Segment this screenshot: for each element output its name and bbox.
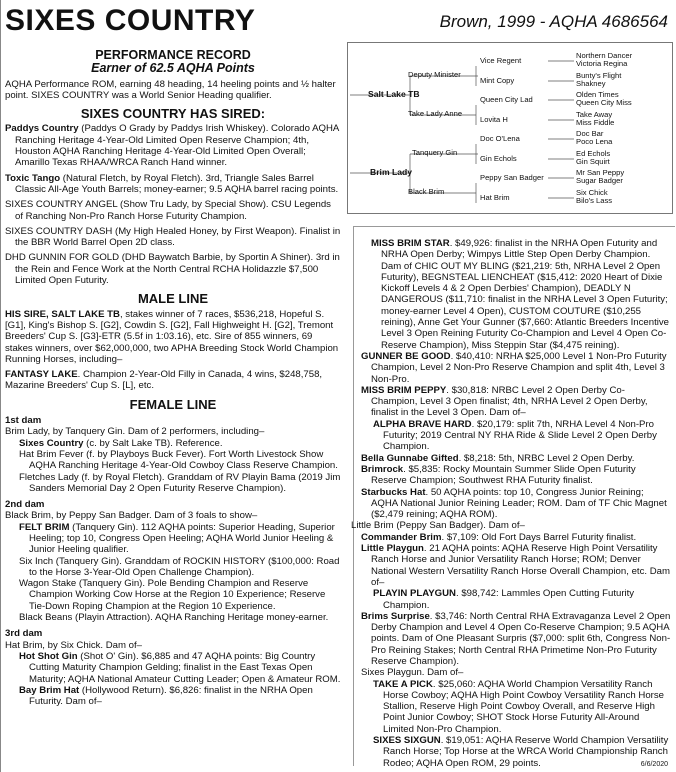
ped-g4: Miss Fiddle — [576, 118, 615, 127]
column-divider — [353, 226, 354, 766]
ped-g4: Victoria Regina — [576, 59, 628, 68]
produce-entry: SIXES SIXGUN. $19,051: AQHA Reserve World Champion Versatility Ranch Horse; Top Horse at the WRCA World Championship Ranch Rodeo; AQHA Open ROM, 29 points. — [373, 735, 669, 769]
second-dam-label: 2nd dam — [5, 499, 45, 511]
produce-entry: Commander Brim. $7,109: Old Fort Days Barrel Futurity finalist. — [361, 531, 637, 543]
ped-g4: Take Away — [576, 110, 613, 119]
produce-entry: MISS BRIM PEPPY. $30,818: NRBC Level 2 Open Derby Co-Champion, Level 3 Open finalist; 4th, NRHA Level 2 Open Derby, finalist in the Level 3 Open. Dam of– — [361, 384, 648, 419]
ped-g4: Ed Echols — [576, 149, 611, 158]
horse-subtitle: Brown, 1999 - AQHA 4686564 — [439, 12, 668, 31]
ped-deputy-minister: Deputy Minister — [408, 70, 461, 79]
produce-entry: Fletches Lady (f. by Royal Fletch). Granddam of RV Playin Bama (2019 Jim Sanders Memorial Day 2 Open Futurity Reserve Champion). — [19, 471, 341, 494]
pedigree-chart — [347, 42, 673, 214]
produce-entry: TAKE A PICK. $25,060: AQHA World Champion Versatility Ranch Horse Cowboy; AQHA High Point Cowboy Versatility Ranch Horse Stallion, Reserve High Point Cowboy Overall, and Reserve High Point Junior Cowboy; SHOT Stock Horse Futurity All-Around Limited Non-Pro Champion. — [373, 678, 665, 735]
sired-entry: Toxic Tango (Natural Fletch, by Royal Fletch). 3rd, Triangle Sales Barrel Classic All-Age Youth Barrels; money-earner; 9.5 AQHA barrel racing points. — [5, 172, 339, 195]
ped-dam: Brim Lady — [370, 167, 413, 177]
horse-name-title: SIXES COUNTRY — [5, 4, 256, 37]
produce-entry: Bay Brim Hat (Hollywood Return). $6,826: finalist in the NRHA Open Futurity. Dam of– — [19, 684, 313, 708]
print-date: 6/6/2020 — [640, 761, 668, 768]
female-line-heading: FEMALE LINE — [129, 396, 217, 412]
produce-entry: PLAYIN PLAYGUN. $98,742: Lammles Open Cutting Futurity Champion. — [373, 588, 635, 611]
ped-sire: Salt Lake TB — [368, 89, 420, 99]
produce-entry: FELT BRIM (Tanquery Gin). 112 AQHA points: Superior Heading, Superior Heeling; top 10, Congress Open Heeling; AQHA World Junior Heeling & Junior Heeling qualifier. — [19, 521, 335, 556]
ped-g3: Gin Echols — [480, 154, 517, 163]
ped-g3: Doc O'Lena — [480, 134, 520, 143]
produce-entry: Six Inch (Tanquery Gin). Granddam of ROCKIN HISTORY ($100,000: Road to the Horse 3-Year-Old Open Challenge Champion). — [19, 555, 340, 578]
produce-entry: GUNNER BE GOOD. $40,410: NRHA $25,000 Level 1 Non-Pro Futurity Champion, Level 2 Non-Pro Reserve Champion and split 4th, Level 3 Non-Pro. — [361, 350, 667, 385]
sired-entry: DHD GUNNIN FOR GOLD (DHD Baywatch Barbie, by Sportin A Shiner). 3rd in the Rein and Fence Work at the North Central RCHA Holidazzle $7,500 Limited Open Futurity. — [5, 252, 340, 287]
left-column — [5, 44, 341, 707]
male-line-heading: MALE LINE — [137, 291, 209, 307]
dam-line: Sixes Playgun. Dam of– — [361, 667, 464, 679]
ped-g3: Queen City Lad — [480, 95, 533, 104]
second-dam-text: Black Brim, by Peppy San Badger. Dam of 3 foals to show– — [5, 510, 258, 522]
ped-g4: Six Chick — [576, 188, 608, 197]
produce-entry: MISS BRIM STAR. $49,926: finalist in the NRHA Open Futurity and NRHA Open Derby; Wimpys Little Step Open Derby Champion. Dam of CHIC OUT MY BLING ($21,219: 5th, NRHA Level 2 Open Futurity), BEGNSTEAL LIENCHEAT ($15,412: 2020 Heart of Dixie Kickoff Levels 4 & 2 Open Derbies' Champion), DEADLY N DANGEROUS ($11,710: finalist in the NRHA Level 3 Open Futurity; money-earner Level 4 Open), CUSTOM COUTURE ($10,255 reining), Anne Get Your Gunner ($7,660: Atlantic Breeders Incentive Level 3 Open Reining Futurity Co-Champion and Level 4 Open Co-Reserve Champion), Miss Steppin Star ($4,475 reining). — [371, 238, 669, 351]
sired-entry: Paddys Country (Paddys O Grady by Paddys Irish Whiskey). Colorado AQHA Ranching Heritage 4-Year-Old Limited Open Reserve Champion; 4th, Houston AQHA Ranching Heritage 4-Year-Old Limited Open Overall; Amarillo Texas RHAA/WRCA Ranch Hand winner. — [5, 123, 339, 169]
sired-heading: SIXES COUNTRY HAS SIRED: — [80, 106, 266, 122]
sired-entry: SIXES COUNTRY DASH (My High Healed Honey, by First Weapon). Finalist in the BBR World Barrel Open 2D class. — [5, 225, 341, 249]
male-line-sire: HIS SIRE, SALT LAKE TB, stakes winner of 7 races, $536,218, Hopeful S. [G1], King's Bishop S. [G2], Cowdin S. [G2], Fall Highweight H. [G2], Tremont Breeders' Cup S. [G3]-ETR (5.5f in 1:03.16), etc. Sire of 855 winners, 69 stakes winners, over $62,000,000, two APHA Breeding Stock World Champion Running Horses, including– — [5, 308, 339, 365]
ped-g4: Olden Times — [576, 90, 619, 99]
third-dam-text: Hat Brim, by Six Chick. Dam of– — [5, 639, 143, 651]
column-divider-top — [353, 226, 675, 227]
ped-g3: Mint Copy — [480, 76, 515, 85]
ped-g4: Queen City Miss — [576, 98, 632, 107]
ped-g4: Mr San Peppy — [576, 168, 625, 177]
ped-black-brim: Black Brim — [408, 187, 445, 196]
ped-take-lady-anne: Take Lady Anne — [408, 109, 463, 118]
ped-g4: Shakney — [576, 79, 606, 88]
ped-g4: Bilo's Lass — [576, 196, 613, 205]
performance-text: AQHA Performance ROM, earning 48 heading, 14 heeling points and ½ halter point. SIXES COUNTRY was a World Senior Heading qualifier. — [5, 78, 336, 101]
produce-entry: Starbucks Hat. 50 AQHA points: top 10, Congress Junior Reining; AQHA National Junior Reining Leader; ROM. Dam of TF Chic Magnet ($2,479 reining; AQHA ROM). — [361, 486, 667, 521]
produce-entry: Hat Brim Fever (f. by Playboys Buck Fever). Fort Worth Livestock Show AQHA Ranching Heritage 4-Year-Old Cowboy Class Reserve Champion. — [19, 448, 338, 472]
ped-g4: Gin Squirt — [576, 157, 610, 166]
ped-g3: Peppy San Badger — [480, 173, 544, 182]
dam-line: Little Brim (Peppy San Badger). Dam of– — [351, 520, 525, 532]
right-column — [351, 238, 671, 769]
sired-entry: SIXES COUNTRY ANGEL (Show Tru Lady, by Special Show). CSU Legends of Ranching Non-Pro Ranch Horse Futurity Champion. — [5, 199, 331, 222]
produce-entry: Brimrock. $5,835: Rocky Mountain Summer Slide Open Futurity Reserve Champion; Southwest RHA Futurity finalist. — [361, 463, 636, 487]
produce-entry: Black Beans (Playin Attraction). AQHA Ranching Heritage money-earner. — [19, 612, 329, 624]
produce-entry: Sixes Country (c. by Salt Lake TB). Reference. — [19, 437, 223, 449]
produce-entry: Brims Surprise. $3,746: North Central RHA Extravaganza Level 2 Open Derby Champion and Level 4 Open Co-Reserve Champion; 9.5 AQHA points. Dam of One Pleasant Surpris ($7,000: split 6th, Congress Non-Pro Reining Stakes; North Central RHA Primetime Non-Pro Futurity Reserve Champion). — [361, 610, 671, 667]
ped-g3: Hat Brim — [480, 193, 510, 202]
ped-g4: Doc Bar — [576, 129, 604, 138]
produce-entry: Little Playgun. 21 AQHA points: AQHA Reserve High Point Versatility Ranch Horse and Junior Versatility Ranch Horse; ROM; Denver National Western Versatility Ranch Horse Overall Champion, etc. Dam of– — [361, 543, 670, 588]
first-dam-label: 1st dam — [5, 415, 42, 427]
ped-tanquery-gin: Tanquery Gin — [412, 148, 458, 157]
performance-earner: Earner of 62.5 AQHA Points — [91, 61, 255, 76]
first-dam-text: Brim Lady, by Tanquery Gin. Dam of 2 performers, including– — [5, 426, 265, 438]
pedigree-lines — [348, 43, 674, 215]
ped-g4: Northern Dancer — [576, 51, 633, 60]
ped-g4: Sugar Badger — [576, 176, 623, 185]
third-dam-label: 3rd dam — [5, 628, 43, 640]
ped-g4: Poco Lena — [576, 137, 613, 146]
performance-heading: PERFORMANCE RECORD — [95, 48, 251, 62]
produce-entry: Bella Gunnabe Gifted. $8,218: 5th, NRBC Level 2 Open Derby. — [361, 452, 635, 464]
ped-g3: Lovita H — [480, 115, 508, 124]
male-line-fantasy-lake: FANTASY LAKE. Champion 2-Year-Old Filly in Canada, 4 wins, $248,758, Mazarine Breeders' Cup S. [L], etc. — [5, 369, 323, 392]
produce-entry: ALPHA BRAVE HARD. $20,179: split 7th, NRHA Level 4 Non-Pro Futurity; 2019 Central NY RHA Ride & Slide Level 2 Open Derby Champion. — [373, 418, 657, 453]
ped-g3: Vice Regent — [480, 56, 522, 65]
produce-entry: Hot Shot Gin (Shot O' Gin). $6,885 and 47 AQHA points: Big Country Cutting Maturity Champion Gelding; finalist in the East Texas Open Maturity; AQHA National Amateur Cutting Leader; Open & Amateur ROM. — [19, 650, 341, 685]
ped-g4: Bunty's Flight — [576, 71, 622, 80]
produce-entry: Wagon Stake (Tanquery Gin). Pole Bending Champion and Reserve Champion Working Cow Horse at the Region 10 Experience; Reserve Tie-Down Roping Champion at the Region 10 Experience. — [19, 578, 326, 612]
